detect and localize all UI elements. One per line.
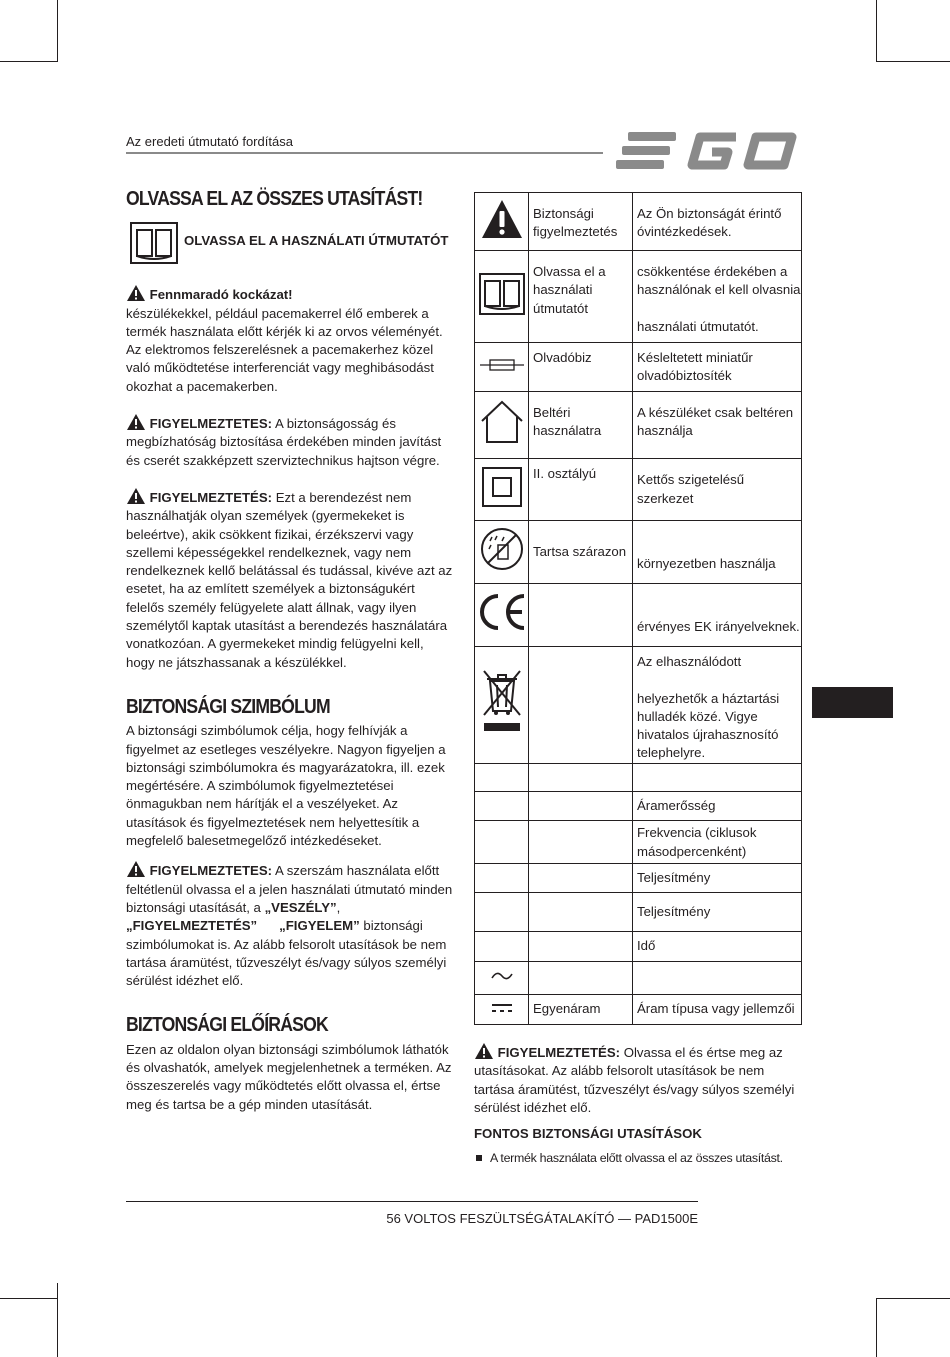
footer-text: 56 VOLTOS FESZÜLTSÉGÁTALAKÍTÓ — PAD1500E [386, 1211, 698, 1226]
crop-mark [57, 0, 58, 62]
symbol-icon-cell [475, 791, 529, 820]
symbol-icon-cell [475, 392, 529, 459]
safety-symbol-body: A biztonsági szimbólumok célja, hogy felhívják a figyelmet az esetleges veszélyekre. Nagyon figyeljen a biztonsági szimbólumokra és magyarázatokra, ill. ezek megértésére. A szimbólumok figyelmeztetései önmagukban nem hárítják el a veszélyeket. Az utasítások és figyelmeztetések nem helyettesítik a megfelelő balesetmegelőző intézkedéseket. [126, 723, 446, 849]
caution-term: „FIGYELEM” [279, 918, 360, 934]
symbol-icon-cell [475, 820, 529, 863]
symbol-row [475, 931, 802, 961]
residual-risk-body-2: Az elektromos felszerelésnek a pacemakerhez közel való működtetése interferenciát vagy meghibásodást okozhat a pacemakerben. [126, 342, 434, 394]
alternating-current-icon [491, 970, 513, 982]
symbol-description: Az elhasználódott helyezhetők a háztartási hulladék közé. Vigye hivatalos újrahasznosító telephelyre. [633, 647, 802, 764]
symbol-icon-cell [475, 892, 529, 931]
warning-label: FIGYELMEZTETÉS: [497, 1045, 621, 1060]
warning-triangle-icon [480, 198, 524, 240]
symbol-description: A készüléket csak beltéren használja [633, 392, 802, 459]
warning-triangle-icon [126, 487, 146, 505]
symbol-description: Az Ön biztonságát érintő óvintézkedések. [633, 193, 802, 251]
house-icon [479, 400, 525, 444]
symbol-row [475, 459, 802, 521]
symbols-table [474, 192, 802, 1025]
symbol-description: érvényes EK irányelveknek. [633, 584, 802, 647]
symbol-row [475, 994, 802, 1024]
crop-mark [876, 61, 950, 62]
symbol-description: Teljesítmény [633, 892, 802, 931]
symbol-icon-cell [475, 647, 529, 764]
symbol-name [529, 763, 633, 791]
double-square-icon [482, 467, 522, 507]
important-instructions-heading: FONTOS BIZTONSÁGI UTASÍTÁSOK [474, 1126, 702, 1142]
ce-mark-icon [476, 592, 528, 632]
symbol-description [633, 961, 802, 994]
header-rule [126, 152, 603, 154]
crop-mark [876, 1298, 950, 1299]
residual-risk-body-1: készülékekkel, például pacemakerrel élő emberek a termék használata előtt kérjék ki az orvos véleményét. [126, 305, 443, 339]
warning-triangle-icon [474, 1042, 494, 1060]
symbol-row [475, 392, 802, 459]
symbol-name [529, 820, 633, 863]
symbol-description: Áramerősség [633, 791, 802, 820]
symbol-name: Beltéri használatra [529, 392, 633, 459]
symbol-row [475, 791, 802, 820]
crossed-bin-icon [480, 667, 524, 737]
symbol-description: Idő [633, 931, 802, 961]
symbol-icon-cell [475, 521, 529, 584]
symbol-icon-cell [475, 584, 529, 647]
symbol-row [475, 251, 802, 343]
symbol-name [529, 931, 633, 961]
warning-triangle-icon [126, 860, 146, 878]
symbol-row [475, 521, 802, 584]
warning-label: FIGYELMEZTETES: [149, 416, 273, 432]
crop-mark [876, 1298, 877, 1357]
symbol-icon-cell [475, 343, 529, 392]
left-column [126, 190, 454, 1114]
symbol-icon-cell [475, 193, 529, 251]
symbol-row [475, 892, 802, 931]
warning-3-text-a: A szerszám használata előtt feltétlenül olvassa el a jelen használati útmutató minden biztonsági utasítását, a [126, 863, 453, 915]
regulations-body: Ezen az oldalon olyan biztonsági szimbólumok láthatók és olvashatók, amelyek megjelenhetnek a terméken. Az összeszerelés vagy működtetés előtt olvassa el, értse meg és tartsa be a gép minden utasítását. [126, 1041, 452, 1112]
warning-1-body: A biztonságosság és megbízhatóság biztosítása érdekében minden javítást és cserét szakképzett szerviztechnikus hajtson végre. [126, 416, 442, 468]
bullet-square-icon [476, 1155, 482, 1161]
symbol-name [529, 863, 633, 892]
symbol-icon-cell [475, 931, 529, 961]
symbol-row [475, 961, 802, 994]
crop-mark [0, 61, 58, 62]
symbol-description: csökkentése érdekében a használónak el kell olvasnia használati útmutatót. [633, 251, 802, 343]
symbol-icon-cell [475, 251, 529, 343]
symbol-description: Teljesítmény [633, 863, 802, 892]
warning-3-text-b: , [336, 899, 341, 915]
open-book-icon [479, 273, 525, 315]
symbol-name: Tartsa szárazon [529, 521, 633, 584]
warning-2-body: Ezt a berendezést nem használhatják olyan személyek (gyermekeket is beleértve), akik csökkent fizikai, érzékszervi vagy szellemi képességekkel rendelkeznek, vagy nem rendelkeznek kellő belátással és tudással, kivéve azt az esetet, ha az említett személyek a biztonságukért felelős személy felügyelete alatt állnak, vagy ilyen személytől kaptak utasítást a berendezés használatára vonatkozóan. A gyermekeket mindig felügyelni kell, hogy ne játszhassanak a készülékkel. [126, 489, 453, 670]
symbol-icon-cell [475, 459, 529, 521]
symbol-name: Egyenáram [529, 994, 633, 1024]
symbol-name [529, 892, 633, 931]
read-manual-label: OLVASSA EL A HASZNÁLATI ÚTMUTATÓT [184, 233, 449, 249]
page-tab-marker [812, 687, 893, 718]
symbol-name [529, 584, 633, 647]
open-book-icon [130, 222, 178, 269]
symbol-icon-cell [475, 863, 529, 892]
symbol-row [475, 343, 802, 392]
right-column [474, 1042, 802, 1168]
danger-term: „VESZÉLY” [264, 899, 337, 915]
symbol-name [529, 647, 633, 764]
symbol-description: Késleltetett miniatűr olvadóbiztosíték [633, 343, 802, 392]
keep-dry-icon [480, 527, 524, 571]
symbol-name [529, 791, 633, 820]
read-manual-row [126, 222, 454, 268]
header-title: Az eredeti útmutató fordítása [126, 134, 293, 149]
fuse-icon [480, 359, 524, 371]
symbol-icon-cell [475, 961, 529, 994]
symbol-icon-cell [475, 994, 529, 1024]
warning-triangle-icon [126, 284, 146, 302]
regulations-heading: BIZTONSÁGI ELŐÍRÁSOK [126, 1014, 328, 1037]
symbol-row [475, 647, 802, 764]
crop-mark [57, 1283, 58, 1357]
bullet-item: A termék használata előtt olvassa el az összes utasítást. [490, 1151, 783, 1166]
symbol-row [475, 863, 802, 892]
symbol-description [633, 763, 802, 791]
read-all-heading: OLVASSA EL AZ ÖSSZES UTASÍTÁST! [126, 188, 423, 210]
symbol-icon-cell [475, 763, 529, 791]
symbol-name: II. osztályú [529, 459, 633, 521]
symbol-row [475, 820, 802, 863]
crop-mark [876, 0, 877, 62]
crop-mark [0, 1298, 58, 1299]
symbol-name [529, 961, 633, 994]
symbol-row [475, 584, 802, 647]
symbol-name: Olvadóbiz [529, 343, 633, 392]
safety-symbol-heading: BIZTONSÁGI SZIMBÓLUM [126, 695, 330, 718]
symbol-description: környezetben használja [633, 521, 802, 584]
direct-current-icon [491, 1003, 513, 1013]
footer-rule [126, 1201, 698, 1202]
symbol-row [475, 763, 802, 791]
warning-term: „FIGYELMEZTETÉS” [126, 918, 258, 934]
warning-label: FIGYELMEZTETES: [149, 863, 273, 879]
symbol-description: Kettős szigetelésű szerkezet [633, 459, 802, 521]
warning-triangle-icon [126, 413, 146, 431]
residual-risk-title: Fennmaradó kockázat! [149, 287, 293, 303]
symbol-name: Biztonsági figyelmeztetés [529, 193, 633, 251]
symbol-description: Frekvencia (ciklusok másodpercenként) [633, 820, 802, 863]
warning-3-text-c: biztonsági szimbólumokat is. Az alább felsorolt utasítások be nem tartása áramütést, tűzveszélyt és/vagy súlyos személyi sérülést idézhet elő. [126, 918, 447, 989]
symbol-name: Olvassa el a használati útmutatót [529, 251, 633, 343]
right-warning-body: Olvassa el és értse meg az utasításokat. Az alább felsorolt utasítások be nem tartása áramütést, tűzveszélyt és/vagy súlyos személyi sérülést idézhet elő. [474, 1045, 795, 1115]
warning-label: FIGYELMEZTETÉS: [149, 489, 273, 505]
ego-logo [616, 128, 802, 174]
symbol-description: Áram típusa vagy jellemzői [633, 994, 802, 1024]
symbol-row [475, 193, 802, 251]
